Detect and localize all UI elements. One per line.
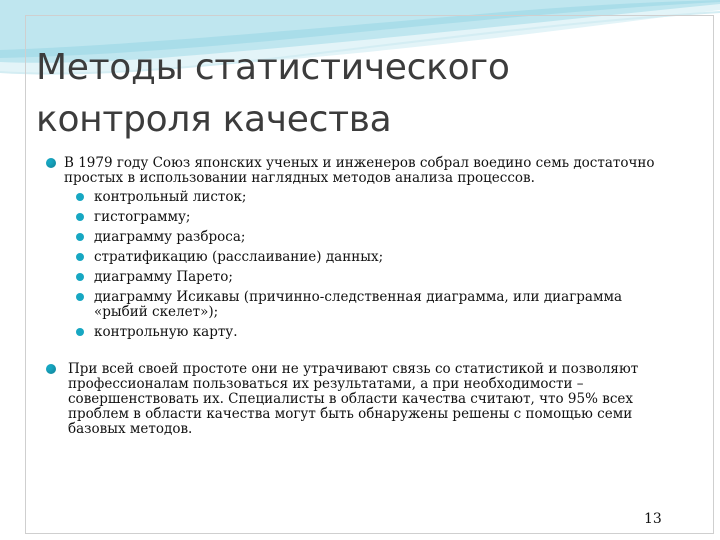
sub-bullet-item [76, 190, 666, 205]
sub-bullet-text: диаграмму Исикавы (причинно-следственная диаграмма, или диаграмма «рыбий скелет»); [94, 289, 623, 320]
slide-content [46, 156, 666, 437]
title-line-1: Методы статистического [36, 47, 510, 88]
sub-bullet-item [76, 325, 666, 340]
sub-bullet-dot-icon [76, 328, 84, 336]
bullet-dot-icon [46, 158, 56, 168]
sub-bullet-dot-icon [76, 273, 84, 281]
sub-bullet-dot-icon [76, 213, 84, 221]
slide-title [36, 42, 656, 146]
bullet-text: При всей своей простоте они не утрачивают связь со статистикой и позволяют профессионалам пользоваться их результатами, а при необходимости – совершенствовать их. Специалисты в области качества считают, что 95% всех проблем в области качества могут быть обнаружены решены с помощью семи базовых методов. [68, 361, 639, 437]
bullet-text: В 1979 году Союз японских ученых и инженеров собрал воедино семь достаточно простых в использовании наглядных методов анализа процессов. [64, 155, 655, 186]
sub-bullet-text: стратификацию (расслаивание) данных; [94, 249, 384, 265]
sub-bullet-list [64, 190, 666, 340]
sub-bullet-item [76, 250, 666, 265]
sub-bullet-text: контрольный листок; [94, 189, 247, 205]
sub-bullet-item [76, 290, 666, 320]
sub-bullet-dot-icon [76, 293, 84, 301]
sub-bullet-dot-icon [76, 233, 84, 241]
sub-bullet-text: диаграмму разброса; [94, 229, 246, 245]
bullet-item [46, 362, 666, 437]
sub-bullet-item [76, 230, 666, 245]
sub-bullet-dot-icon [76, 253, 84, 261]
sub-bullet-text: диаграмму Парето; [94, 269, 233, 285]
sub-bullet-dot-icon [76, 193, 84, 201]
sub-bullet-item [76, 210, 666, 225]
sub-bullet-text: контрольную карту. [94, 324, 238, 340]
bullet-list [46, 156, 666, 437]
title-line-2: контроля качества [36, 99, 392, 140]
bullet-dot-icon [46, 364, 56, 374]
bullet-item [46, 156, 666, 340]
page-number: 13 [644, 511, 662, 527]
sub-bullet-text: гистограмму; [94, 209, 191, 225]
sub-bullet-item [76, 270, 666, 285]
